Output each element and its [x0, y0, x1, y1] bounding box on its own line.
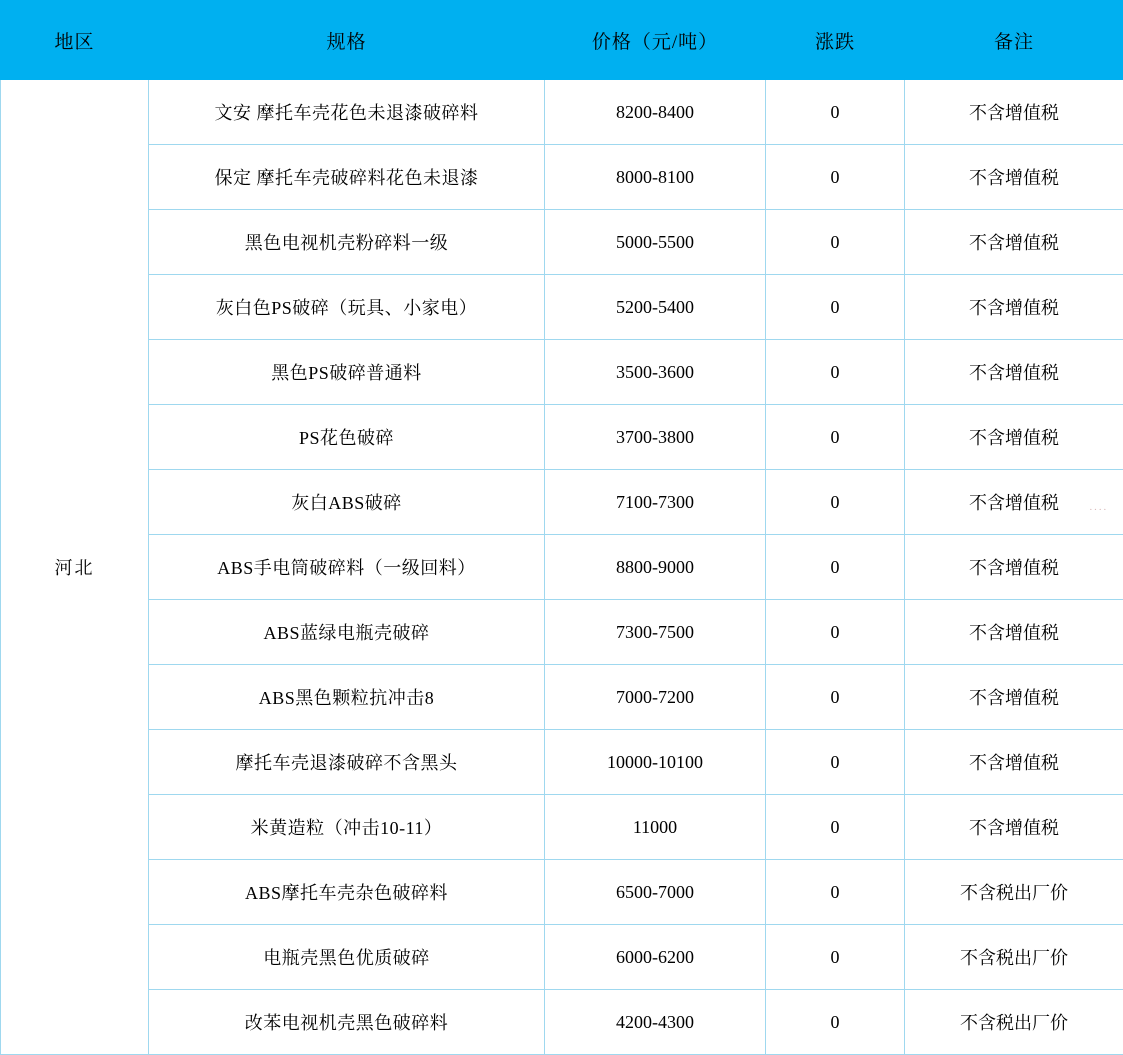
edge-mark: ····: [1089, 505, 1117, 515]
table-row: [1, 665, 1123, 730]
spec-cell: 灰白色PS破碎（玩具、小家电）: [149, 275, 545, 340]
spec-cell: 保定 摩托车壳破碎料花色未退漆: [149, 145, 545, 210]
table-body: [1, 80, 1123, 1055]
table-row: [1, 275, 1123, 340]
table-row: [1, 470, 1123, 535]
remark-cell: 不含税出厂价: [905, 990, 1123, 1055]
table-row: [1, 795, 1123, 860]
spec-cell: 灰白ABS破碎: [149, 470, 545, 535]
column-header-spec: 规格: [149, 1, 545, 80]
spec-cell: 黑色PS破碎普通料: [149, 340, 545, 405]
change-cell: 0: [766, 925, 905, 990]
price-cell: 3500-3600: [545, 340, 766, 405]
price-cell: 8000-8100: [545, 145, 766, 210]
price-cell: 7300-7500: [545, 600, 766, 665]
change-cell: 0: [766, 145, 905, 210]
column-header-remark: 备注: [905, 1, 1123, 80]
price-cell: 6000-6200: [545, 925, 766, 990]
price-cell: 7000-7200: [545, 665, 766, 730]
table-row: [1, 535, 1123, 600]
region-cell: 河北: [1, 80, 149, 1055]
change-cell: 0: [766, 990, 905, 1055]
header-row: [1, 1, 1123, 80]
table-row: [1, 925, 1123, 990]
remark-cell: 不含增值税: [905, 730, 1123, 795]
price-cell: 5000-5500: [545, 210, 766, 275]
remark-cell: 不含增值税: [905, 275, 1123, 340]
column-header-change: 涨跌: [766, 1, 905, 80]
price-cell: 8200-8400: [545, 80, 766, 145]
spec-cell: ABS黑色颗粒抗冲击8: [149, 665, 545, 730]
remark-cell: 不含增值税: [905, 340, 1123, 405]
change-cell: 0: [766, 80, 905, 145]
table-row: [1, 145, 1123, 210]
table-row: [1, 730, 1123, 795]
change-cell: 0: [766, 795, 905, 860]
price-cell: 3700-3800: [545, 405, 766, 470]
price-cell: 7100-7300: [545, 470, 766, 535]
table-row: [1, 80, 1123, 145]
change-cell: 0: [766, 730, 905, 795]
remark-cell: 不含税出厂价: [905, 925, 1123, 990]
change-cell: 0: [766, 535, 905, 600]
table-row: [1, 340, 1123, 405]
remark-cell: 不含税出厂价: [905, 860, 1123, 925]
remark-cell: 不含增值税: [905, 535, 1123, 600]
table-row: [1, 600, 1123, 665]
remark-cell: 不含增值税: [905, 145, 1123, 210]
spec-cell: ABS摩托车壳杂色破碎料: [149, 860, 545, 925]
column-header-region: 地区: [1, 1, 149, 80]
change-cell: 0: [766, 600, 905, 665]
remark-cell: 不含增值税: [905, 795, 1123, 860]
spec-cell: 米黄造粒（冲击10-11）: [149, 795, 545, 860]
remark-cell: 不含增值税: [905, 665, 1123, 730]
table-row: [1, 210, 1123, 275]
price-cell: 10000-10100: [545, 730, 766, 795]
spec-cell: 文安 摩托车壳花色未退漆破碎料: [149, 80, 545, 145]
price-cell: 4200-4300: [545, 990, 766, 1055]
change-cell: 0: [766, 210, 905, 275]
remark-cell: 不含增值税: [905, 210, 1123, 275]
change-cell: 0: [766, 340, 905, 405]
table-header: [1, 1, 1123, 80]
remark-cell: 不含增值税: [905, 80, 1123, 145]
price-cell: 11000: [545, 795, 766, 860]
remark-cell: 不含增值税: [905, 600, 1123, 665]
spec-cell: 摩托车壳退漆破碎不含黑头: [149, 730, 545, 795]
spec-cell: ABS蓝绿电瓶壳破碎: [149, 600, 545, 665]
spec-cell: 黑色电视机壳粉碎料一级: [149, 210, 545, 275]
change-cell: 0: [766, 275, 905, 340]
table-row: [1, 405, 1123, 470]
change-cell: 0: [766, 860, 905, 925]
price-cell: 8800-9000: [545, 535, 766, 600]
price-cell: 5200-5400: [545, 275, 766, 340]
change-cell: 0: [766, 405, 905, 470]
change-cell: 0: [766, 665, 905, 730]
spec-cell: 改苯电视机壳黑色破碎料: [149, 990, 545, 1055]
table-row: [1, 860, 1123, 925]
change-cell: 0: [766, 470, 905, 535]
spec-cell: PS花色破碎: [149, 405, 545, 470]
table-row: [1, 990, 1123, 1055]
price-cell: 6500-7000: [545, 860, 766, 925]
spec-cell: ABS手电筒破碎料（一级回料）: [149, 535, 545, 600]
column-header-price: 价格（元/吨）: [545, 1, 766, 80]
remark-cell: 不含增值税: [905, 405, 1123, 470]
spec-cell: 电瓶壳黑色优质破碎: [149, 925, 545, 990]
remark-cell: 不含增值税: [905, 470, 1123, 535]
